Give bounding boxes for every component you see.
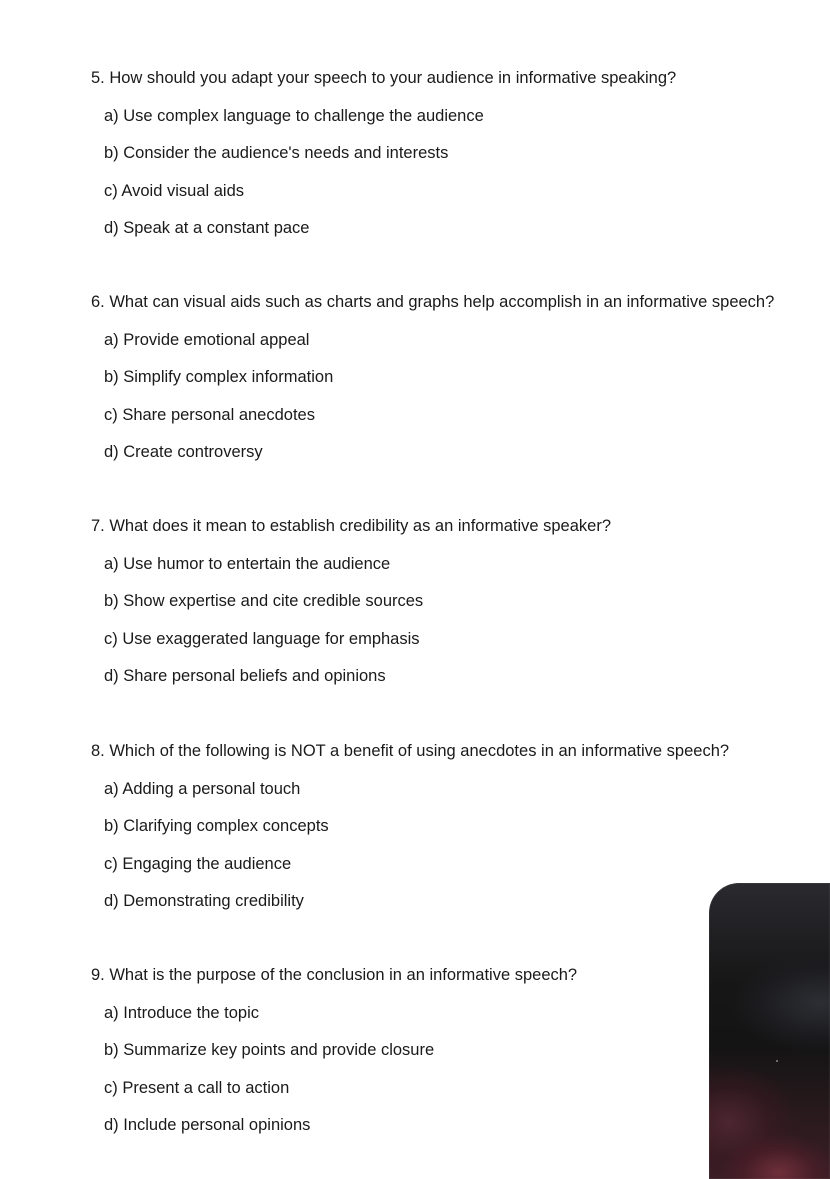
option-c: c) Avoid visual aids <box>104 181 245 200</box>
question-text: 7. What does it mean to establish credibility as an informative speaker? <box>91 517 612 535</box>
camera-preview-overlay[interactable] <box>709 883 830 1179</box>
question-text: 6. What can visual aids such as charts and graphs help accomplish in an informative speech? <box>91 293 775 311</box>
option-list <box>91 330 791 463</box>
option-d: d) Demonstrating credibility <box>104 892 304 910</box>
option-c: c) Share personal anecdotes <box>104 405 315 424</box>
option-d: d) Speak at a constant pace <box>104 219 310 237</box>
option-list <box>91 106 791 239</box>
question-6 <box>91 292 791 462</box>
option-c: c) Present a call to action <box>104 1078 290 1097</box>
option-a: a) Use complex language to challenge the audience <box>104 106 484 125</box>
option-list <box>91 779 791 912</box>
option-list <box>91 554 791 687</box>
option-b: b) Consider the audience's needs and interests <box>104 144 449 162</box>
option-a: a) Provide emotional appeal <box>104 330 310 349</box>
option-a: a) Use humor to entertain the audience <box>104 554 391 573</box>
question-9 <box>91 965 791 1135</box>
question-7 <box>91 516 791 686</box>
option-b: b) Simplify complex information <box>104 368 334 386</box>
option-c: c) Engaging the audience <box>104 854 292 873</box>
option-b: b) Show expertise and cite credible sources <box>104 592 424 610</box>
question-text: 9. What is the purpose of the conclusion in an informative speech? <box>91 966 578 984</box>
option-list <box>91 1003 791 1136</box>
question-text: 5. How should you adapt your speech to your audience in informative speaking? <box>91 69 677 87</box>
option-d: d) Include personal opinions <box>104 1116 311 1134</box>
camera-light-speck <box>776 1060 778 1062</box>
question-5 <box>91 68 791 238</box>
question-8 <box>91 741 791 911</box>
option-b: b) Clarifying complex concepts <box>104 817 329 835</box>
option-d: d) Share personal beliefs and opinions <box>104 667 386 685</box>
option-d: d) Create controversy <box>104 443 263 461</box>
option-a: a) Adding a personal touch <box>104 779 301 798</box>
option-b: b) Summarize key points and provide closure <box>104 1041 435 1059</box>
question-text: 8. Which of the following is NOT a benefit of using anecdotes in an informative speech? <box>91 742 730 760</box>
option-a: a) Introduce the topic <box>104 1003 260 1022</box>
option-c: c) Use exaggerated language for emphasis <box>104 629 420 648</box>
